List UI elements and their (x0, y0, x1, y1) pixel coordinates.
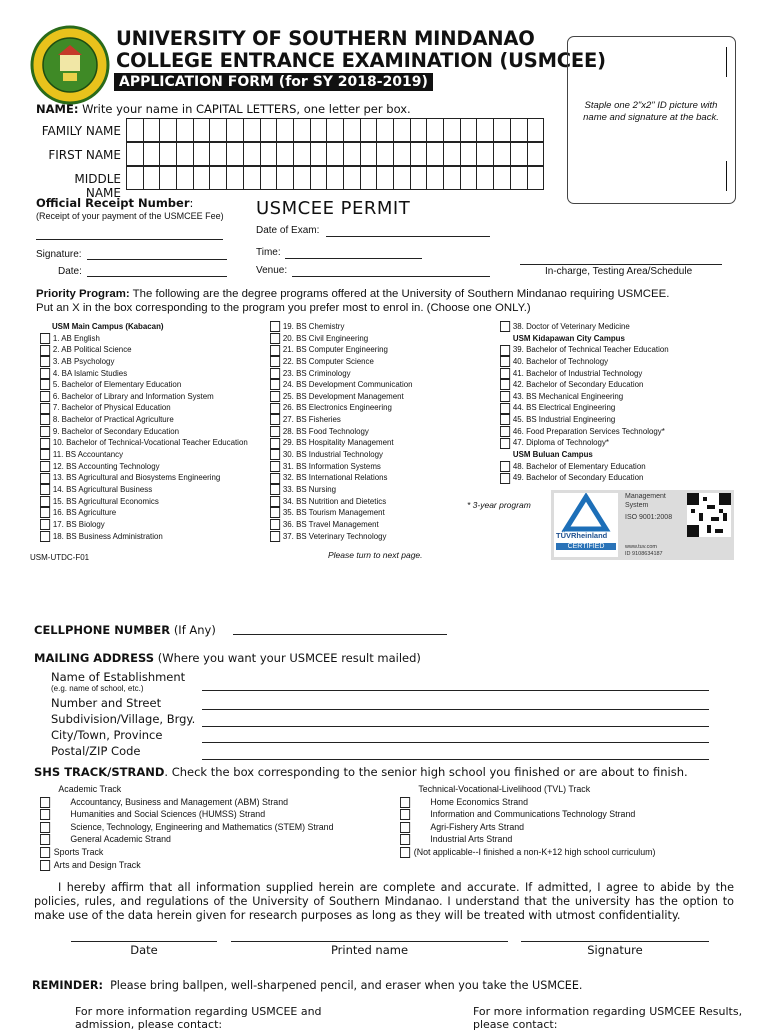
program-item[interactable]: 15. BS Agricultural Economics (40, 496, 248, 508)
checkbox[interactable] (400, 822, 410, 833)
checkbox[interactable] (40, 484, 50, 495)
checkbox[interactable] (500, 356, 510, 367)
info-right: For more information regarding USMCEE Results, please contact: (473, 1005, 743, 1031)
tvl-track-list (400, 784, 655, 860)
sig-date-field[interactable] (71, 941, 217, 942)
checkbox[interactable] (40, 847, 50, 858)
turn-page-note: Please turn to next page. (328, 550, 423, 560)
receipt-note: (Receipt of your payment of the USMCEE Fee) (36, 211, 224, 221)
program-item[interactable]: 1. AB English (40, 333, 248, 345)
priority-label: Priority Program: (36, 288, 130, 300)
program-item[interactable]: 46. Food Preparation Services Technology* (500, 426, 669, 438)
checkbox[interactable] (40, 345, 50, 356)
id-photo-instruction: Staple one 2"x2" ID picture with name and signature at the back. (583, 100, 719, 123)
checkbox[interactable] (270, 414, 280, 425)
program-item[interactable]: 42. Bachelor of Secondary Education (500, 379, 669, 391)
tuv-id: ID 9108634187 (625, 551, 663, 557)
program-item[interactable]: 26. BS Electronics Engineering (270, 402, 413, 414)
subdivision-field[interactable] (202, 726, 709, 727)
checkbox[interactable] (40, 368, 50, 379)
name-instruction-text: Write your name in CAPITAL LETTERS, one letter per box. (82, 102, 411, 116)
program-item[interactable]: 44. BS Electrical Engineering (500, 402, 669, 414)
three-year-footnote: * 3-year program (467, 500, 531, 510)
programs-column-1 (40, 321, 248, 542)
checkbox[interactable] (500, 391, 510, 402)
establishment-note: (e.g. name of school, etc.) (51, 684, 144, 693)
program-item[interactable]: 47. Diploma of Technology* (500, 437, 669, 449)
program-item[interactable]: 11. BS Accountancy (40, 449, 248, 461)
checkbox[interactable] (270, 356, 280, 367)
strand-item[interactable]: Accountancy, Business and Management (ABM) Strand (40, 797, 333, 810)
middle-name-boxes[interactable] (126, 166, 544, 190)
checkbox[interactable] (270, 484, 280, 495)
sig-date-label: Date (130, 943, 158, 957)
receipt-colon: : (189, 196, 194, 210)
checkbox[interactable] (40, 403, 50, 414)
sig-signature-label: Signature (587, 943, 643, 957)
street-field[interactable] (202, 709, 709, 710)
tuv-website: www.tuv.com (625, 544, 657, 550)
sig-name-field[interactable] (231, 941, 508, 942)
strand-item[interactable]: General Academic Strand (40, 834, 333, 847)
checkbox[interactable] (40, 379, 50, 390)
checkbox[interactable] (40, 473, 50, 484)
checkbox[interactable] (400, 809, 410, 820)
checkbox[interactable] (40, 507, 50, 518)
checkbox[interactable] (500, 321, 510, 332)
program-item[interactable]: 12. BS Accounting Technology (40, 461, 248, 473)
checkbox[interactable] (500, 438, 510, 449)
checkbox[interactable] (40, 461, 50, 472)
cellphone-field[interactable] (233, 634, 447, 635)
checkbox[interactable] (500, 414, 510, 425)
buluan-header: USM Buluan Campus (512, 449, 593, 460)
form-code: USM-UTDC-F01 (30, 553, 90, 562)
strand-item[interactable]: Arts and Design Track (40, 860, 333, 873)
checkbox[interactable] (270, 449, 280, 460)
checkbox[interactable] (40, 519, 50, 530)
program-item[interactable]: 29. BS Hospitality Management (270, 437, 413, 449)
strand-item[interactable]: Agri-Fishery Arts Strand (400, 822, 655, 835)
id-photo-box (567, 36, 736, 204)
checkbox[interactable] (40, 834, 50, 845)
reminder-text: Please bring ballpen, well-sharpened pencil, and eraser when you take the USMCEE. (110, 979, 583, 992)
program-item[interactable]: 36. BS Travel Management (270, 519, 413, 531)
checkbox[interactable] (270, 426, 280, 437)
venue-label: Venue: (256, 265, 288, 276)
priority-text-2: Put an X in the box corresponding to the program you prefer most to enrol in. (Choose one ONLY.) (36, 302, 531, 314)
iso-standard: ISO 9001:2008 (625, 514, 673, 521)
checkbox[interactable] (500, 403, 510, 414)
name-instruction (36, 102, 411, 116)
program-item[interactable]: 22. BS Computer Science (270, 356, 413, 368)
programs-column-3 (500, 321, 669, 484)
strand-item[interactable]: Science, Technology, Engineering and Mathematics (STEM) Strand (40, 822, 333, 835)
program-item[interactable]: 32. BS International Relations (270, 472, 413, 484)
program-item[interactable]: 37. BS Veterinary Technology (270, 531, 413, 543)
checkbox[interactable] (270, 379, 280, 390)
program-item[interactable]: 17. BS Biology (40, 519, 248, 531)
mailing-address-label (34, 651, 421, 665)
checkbox[interactable] (40, 449, 50, 460)
strand-item[interactable]: Information and Communications Technology Strand (400, 809, 655, 822)
info-left: For more information regarding USMCEE and admission, please contact: (75, 1005, 322, 1031)
cellphone-note: (If Any) (173, 623, 216, 637)
shs-track-instruction (34, 765, 688, 779)
program-item[interactable]: 39. Bachelor of Technical Teacher Education (500, 344, 669, 356)
cellphone-title: CELLPHONE NUMBER (34, 623, 171, 637)
program-item[interactable]: 18. BS Business Administration (40, 531, 248, 543)
checkbox[interactable] (270, 368, 280, 379)
checkbox[interactable] (270, 496, 280, 507)
program-item[interactable]: 8. Bachelor of Practical Agriculture (40, 414, 248, 426)
sig-name-label: Printed name (330, 943, 409, 957)
affirmation-text: I hereby affirm that all information supplied herein are complete and accurate. If admitted, I agree to abide by the policies, rules, and regulations of the University of Southern Mindanao. I understand that the university has the option to make use of the data herein given for research purposes as long as they will be treated with utmost confidentiality. (34, 881, 734, 922)
postal-label: Postal/ZIP Code (51, 744, 141, 758)
checkbox[interactable] (270, 333, 280, 344)
time-label: Time: (256, 247, 281, 258)
date-label: Date: (58, 266, 82, 277)
checkbox[interactable] (500, 345, 510, 356)
date-field[interactable] (87, 276, 227, 277)
program-item[interactable]: 27. BS Fisheries (270, 414, 413, 426)
checkbox[interactable] (270, 531, 280, 542)
permit-title: USMCEE PERMIT (256, 198, 411, 219)
checkbox[interactable] (40, 391, 50, 402)
street-label: Number and Street (51, 696, 162, 710)
checkbox[interactable] (40, 438, 50, 449)
exam-title: COLLEGE ENTRANCE EXAMINATION (USMCEE) (116, 49, 606, 72)
program-item[interactable]: 21. BS Computer Engineering (270, 344, 413, 356)
program-item[interactable]: 5. Bachelor of Elementary Education (40, 379, 248, 391)
cellphone-label (34, 623, 216, 637)
program-item[interactable]: 2. AB Political Science (40, 344, 248, 356)
checkbox[interactable] (500, 461, 510, 472)
checkbox[interactable] (40, 333, 50, 344)
checkbox[interactable] (500, 379, 510, 390)
city-label: City/Town, Province (51, 728, 163, 742)
checkbox[interactable] (270, 507, 280, 518)
checkbox[interactable] (40, 496, 50, 507)
program-item[interactable]: 7. Bachelor of Physical Education (40, 402, 248, 414)
program-item[interactable]: 3. AB Psychology (40, 356, 248, 368)
sig-signature-field[interactable] (521, 941, 709, 942)
program-item[interactable]: 28. BS Food Technology (270, 426, 413, 438)
family-name-boxes[interactable] (126, 118, 544, 142)
management-system-text: Management System (625, 493, 666, 509)
checkbox[interactable] (270, 391, 280, 402)
checkbox[interactable] (400, 847, 410, 858)
university-seal (30, 25, 110, 105)
kidapawan-header: USM Kidapawan City Campus (512, 332, 625, 343)
checkbox[interactable] (270, 519, 280, 530)
strand-item[interactable]: (Not applicable--I finished a non-K+12 high school curriculum) (400, 847, 655, 860)
time-field[interactable] (285, 258, 422, 259)
qr-code-icon (687, 493, 731, 537)
checkbox[interactable] (270, 403, 280, 414)
strand-item[interactable]: Home Economics Strand (400, 797, 655, 810)
checkbox[interactable] (40, 531, 50, 542)
checkbox[interactable] (270, 473, 280, 484)
program-item[interactable]: 43. BS Mechanical Engineering (500, 391, 669, 403)
strand-item[interactable]: Industrial Arts Strand (400, 834, 655, 847)
checkbox[interactable] (40, 356, 50, 367)
strand-item[interactable]: Sports Track (40, 847, 333, 860)
establishment-label: Name of Establishment (51, 670, 186, 684)
program-item[interactable]: 25. BS Development Management (270, 391, 413, 403)
incharge-label: In-charge, Testing Area/Schedule (545, 266, 693, 277)
program-item[interactable]: 14. BS Agricultural Business (40, 484, 248, 496)
program-item[interactable]: 24. BS Development Communication (270, 379, 413, 391)
name-label: NAME: (36, 102, 79, 116)
tuv-brand: TÜVRheinland (556, 531, 608, 540)
postal-field[interactable] (202, 759, 709, 760)
tuv-certification-badge (551, 490, 734, 560)
first-name-label: FIRST NAME (48, 148, 121, 162)
program-item[interactable]: 13. BS Agricultural and Biosystems Engineering (40, 472, 248, 484)
tuv-certified: CERTIFIED (556, 543, 616, 550)
checkbox[interactable] (40, 822, 50, 833)
program-item[interactable]: 9. Bachelor of Secondary Education (40, 426, 248, 438)
priority-text-1: The following are the degree programs offered at the University of Southern Mindanao requiring USMCEE. (132, 288, 670, 300)
checkbox[interactable] (270, 321, 280, 332)
subdivision-label: Subdivision/Village, Brgy. (51, 712, 196, 726)
program-item[interactable]: 20. BS Civil Engineering (270, 333, 413, 345)
shs-text: . Check the box corresponding to the senior high school you finished or are about to finish. (164, 765, 688, 779)
program-item[interactable]: 40. Bachelor of Technology (500, 356, 669, 368)
reminder-label: REMINDER: (32, 979, 103, 992)
program-item[interactable]: 48. Bachelor of Elementary Education (500, 461, 669, 473)
program-item[interactable]: 4. BA Islamic Studies (40, 368, 248, 380)
city-field[interactable] (202, 742, 709, 743)
main-campus-header: USM Main Campus (Kabacan) (51, 321, 164, 331)
venue-field[interactable] (292, 276, 490, 277)
mailing-title: MAILING ADDRESS (34, 651, 155, 665)
checkbox[interactable] (40, 797, 50, 808)
program-item[interactable]: 33. BS Nursing (270, 484, 413, 496)
checkbox[interactable] (270, 438, 280, 449)
first-name-boxes[interactable] (126, 142, 544, 166)
checkbox[interactable] (270, 461, 280, 472)
form-title-banner: APPLICATION FORM (for SY 2018-2019) (114, 73, 433, 91)
date-of-exam-field[interactable] (326, 236, 490, 237)
program-item[interactable]: 38. Doctor of Veterinary Medicine (500, 321, 669, 333)
checkbox[interactable] (40, 426, 50, 437)
program-item[interactable]: 35. BS Tourism Management (270, 507, 413, 519)
incharge-field[interactable] (520, 264, 722, 265)
program-item[interactable]: 45. BS Industrial Engineering (500, 414, 669, 426)
academic-header: Academic Track (58, 784, 122, 795)
program-item[interactable]: 49. Bachelor of Secondary Education (500, 472, 669, 484)
signature-field[interactable] (87, 259, 227, 260)
programs-column-2 (270, 321, 413, 542)
strand-item[interactable]: Humanities and Social Sciences (HUMSS) Strand (40, 809, 333, 822)
reminder (32, 979, 583, 992)
checkbox[interactable] (500, 368, 510, 379)
receipt-number-field[interactable] (36, 239, 223, 240)
priority-line-1 (36, 288, 669, 300)
date-of-exam-label: Date of Exam: (256, 225, 320, 236)
program-item[interactable]: 31. BS Information Systems (270, 461, 413, 473)
receipt-title (36, 196, 193, 210)
checkbox[interactable] (400, 797, 410, 808)
family-name-label: FAMILY NAME (41, 124, 121, 138)
mailing-note: (Where you want your USMCEE result mailed) (157, 651, 421, 665)
tvl-header: Technical-Vocational-Livelihood (TVL) Track (418, 784, 591, 795)
checkbox[interactable] (400, 834, 410, 845)
receipt-label: Official Receipt Number (36, 196, 190, 210)
program-item[interactable]: 10. Bachelor of Technical-Vocational Teacher Education (40, 437, 248, 449)
program-item[interactable]: 41. Bachelor of Industrial Technology (500, 368, 669, 380)
academic-track-list (40, 784, 333, 872)
program-item[interactable]: 30. BS Industrial Technology (270, 449, 413, 461)
checkbox[interactable] (270, 345, 280, 356)
establishment-field[interactable] (202, 690, 709, 691)
checkbox[interactable] (40, 414, 50, 425)
program-item[interactable]: 16. BS Agriculture (40, 507, 248, 519)
shs-title: SHS TRACK/STRAND (34, 765, 165, 779)
signature-label: Signature: (36, 249, 82, 260)
checkbox[interactable] (500, 426, 510, 437)
university-title: UNIVERSITY OF SOUTHERN MINDANAO (116, 27, 535, 50)
program-item[interactable]: 34. BS Nutrition and Dietetics (270, 496, 413, 508)
checkbox[interactable] (40, 860, 50, 871)
program-item[interactable]: 23. BS Criminology (270, 368, 413, 380)
checkbox[interactable] (500, 473, 510, 484)
middle-name-label: MIDDLE NAME (74, 172, 121, 200)
program-item[interactable]: 6. Bachelor of Library and Information System (40, 391, 248, 403)
program-item[interactable]: 19. BS Chemistry (270, 321, 413, 333)
checkbox[interactable] (40, 809, 50, 820)
